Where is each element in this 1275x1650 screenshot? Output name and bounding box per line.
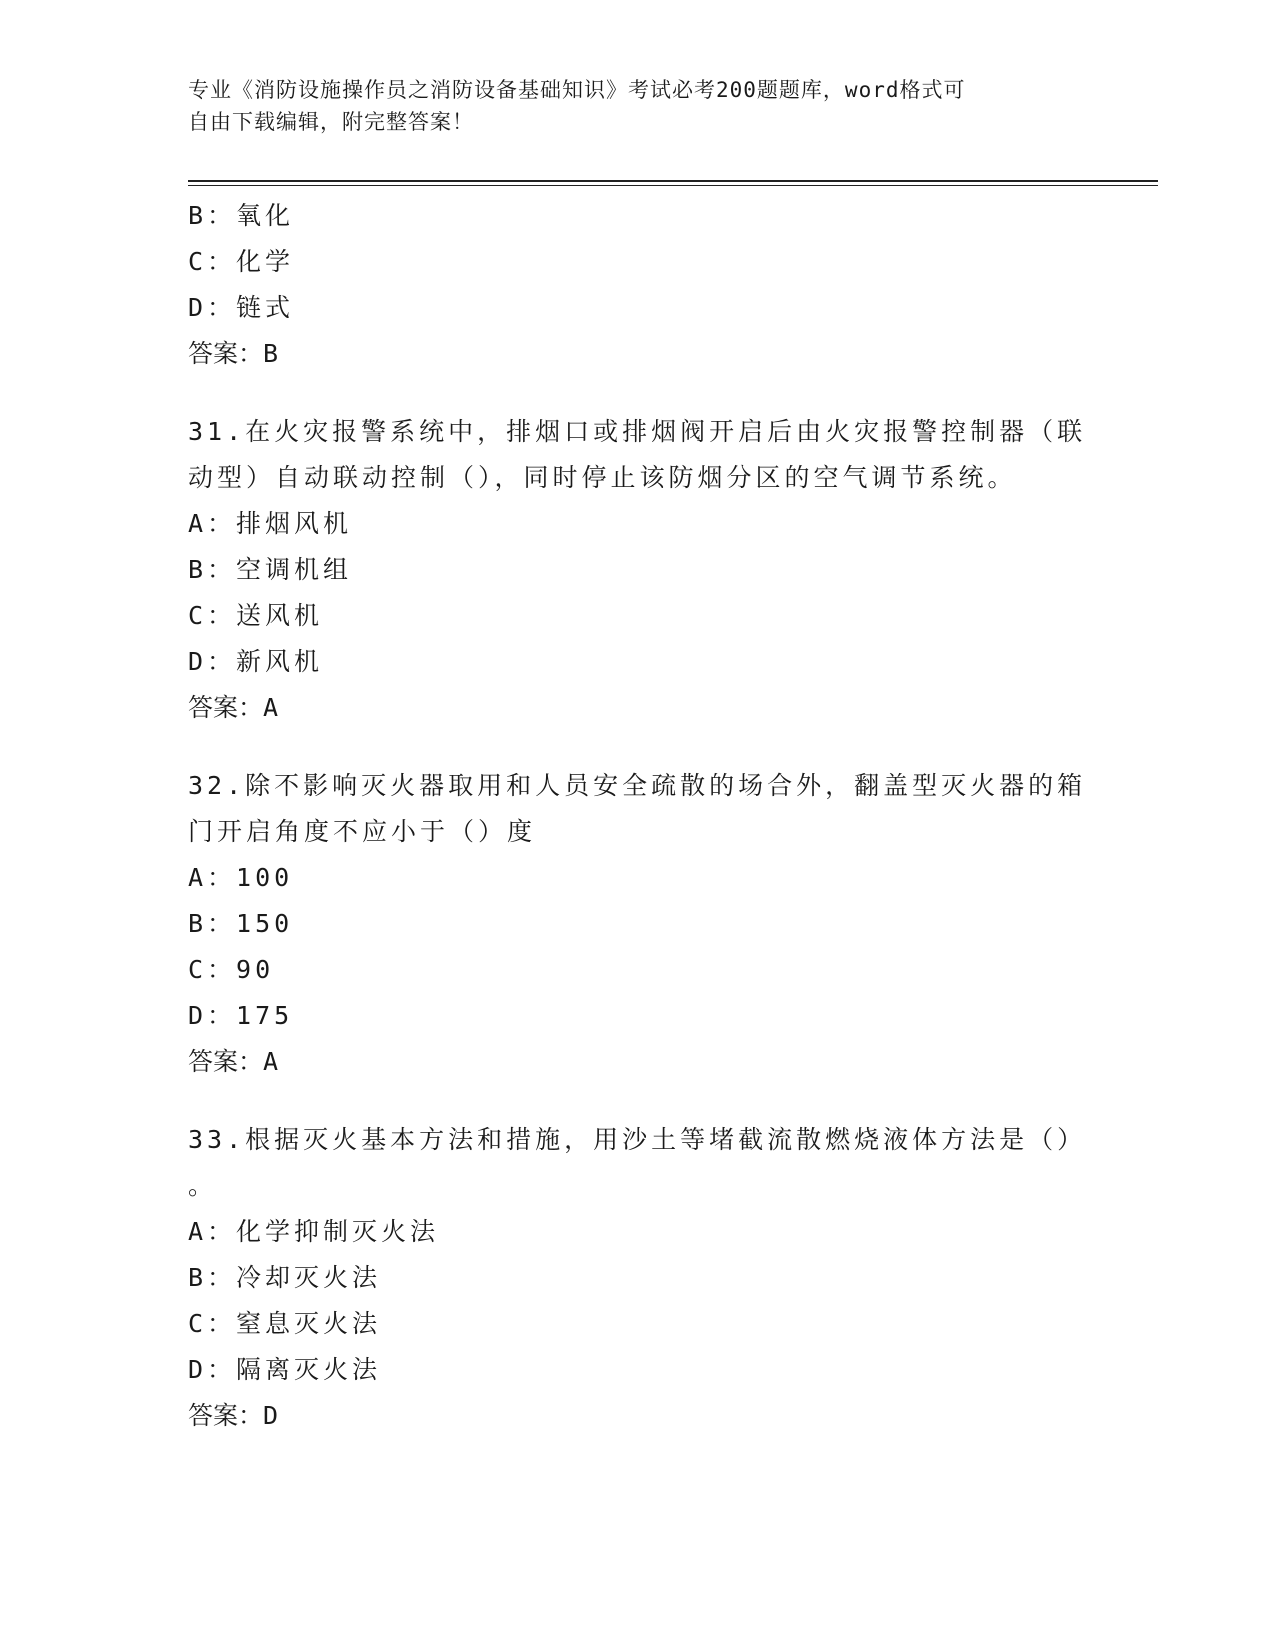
answer-label: 答案： [188, 339, 264, 368]
document-header [188, 74, 1088, 138]
question-text-line: 门开启角度不应小于（）度 [188, 817, 537, 846]
header-rule-thick [188, 180, 1158, 182]
header-rule-thin [188, 185, 1158, 186]
answer [188, 685, 1088, 731]
option-c: C：送风机 [188, 601, 324, 630]
answer-label: 答案： [188, 1047, 264, 1076]
answer-value: A [263, 1047, 279, 1076]
option-d: D：175 [188, 1001, 294, 1030]
answer-label: 答案： [188, 1401, 264, 1430]
question-text-line: 。 [188, 1171, 218, 1200]
question-text-line: 32.除不影响灭火器取用和人员安全疏散的场合外，翻盖型灭火器的箱 [188, 771, 1087, 800]
option-c: C：化学 [188, 247, 295, 276]
option-d: D：新风机 [188, 647, 324, 676]
answer [188, 1393, 1088, 1439]
previous-question-tail [188, 193, 1088, 377]
option-b: B：冷却灭火法 [188, 1263, 382, 1292]
option-c: C：90 [188, 955, 275, 984]
question-31 [188, 409, 1088, 731]
option-a: A：100 [188, 863, 294, 892]
header-line-2: 自由下载编辑，附完整答案！ [188, 110, 474, 134]
answer [188, 1039, 1088, 1085]
option-b: B：氧化 [188, 201, 295, 230]
option-b: B：空调机组 [188, 555, 353, 584]
option-a: A：化学抑制灭火法 [188, 1217, 440, 1246]
answer [188, 331, 1088, 377]
answer-value: A [263, 693, 279, 722]
answer-value: B [263, 339, 279, 368]
option-b: B：150 [188, 909, 294, 938]
question-list [188, 193, 1088, 1439]
question-32 [188, 763, 1088, 1085]
option-a: A：排烟风机 [188, 509, 353, 538]
question-text-line: 31.在火灾报警系统中，排烟口或排烟阀开启后由火灾报警控制器（联 [188, 417, 1087, 446]
question-text-line: 动型）自动联动控制（），同时停止该防烟分区的空气调节系统。 [188, 463, 1017, 492]
question-text-line: 33.根据灭火基本方法和措施，用沙土等堵截流散燃烧液体方法是（） [188, 1125, 1087, 1154]
answer-label: 答案： [188, 693, 264, 722]
question-33 [188, 1117, 1088, 1439]
option-d: D：隔离灭火法 [188, 1355, 382, 1384]
answer-value: D [263, 1401, 279, 1430]
option-c: C：窒息灭火法 [188, 1309, 382, 1338]
header-line-1: 专业《消防设施操作员之消防设备基础知识》考试必考200题题库，word格式可 [188, 78, 966, 102]
option-d: D：链式 [188, 293, 295, 322]
